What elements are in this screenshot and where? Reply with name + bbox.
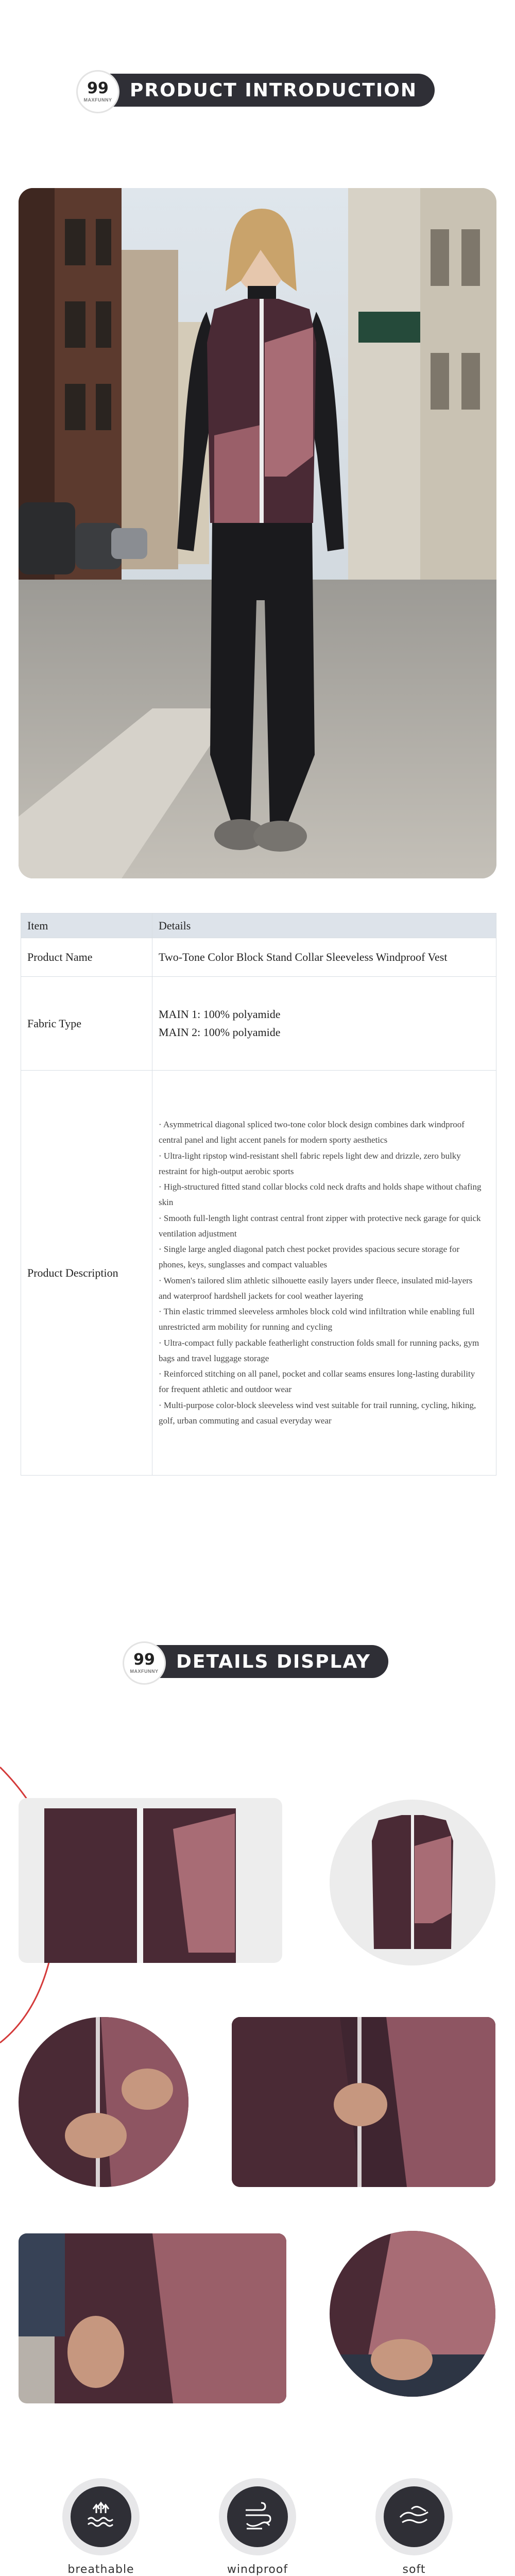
product-name-value: Two-Tone Color Block Stand Collar Sleeveless Windproof Vest bbox=[152, 938, 496, 977]
soft-icon bbox=[396, 2499, 432, 2535]
windproof-icon bbox=[239, 2499, 276, 2535]
product-spec-table bbox=[21, 913, 496, 1476]
description-item: · Ultra-compact fully packable featherlight construction folds small for running packs, gym bags and travel luggage storage bbox=[159, 1335, 486, 1367]
description-item: · High-structured fitted stand collar blocks cold neck drafts and holds shape without chafing skin bbox=[159, 1179, 486, 1211]
intro-section-title: PRODUCT INTRODUCTION bbox=[80, 74, 435, 107]
description-item: · Asymmetrical diagonal spliced two-tone color block design combines dark windproof central panel and light accent panels for modern sporty aesthetics bbox=[159, 1117, 486, 1148]
description-item: · Ultra-light ripstop wind-resistant shell fabric repels light dew and drizzle, zero bulky restraint for high-output aerobic sports bbox=[159, 1148, 486, 1180]
description-item: · Thin elastic trimmed sleeveless armholes block cold wind infiltration while enabling full unrestricted arm mobility for running and cycling bbox=[159, 1304, 486, 1335]
description-item: · Multi-purpose color-block sleeveless wind vest suitable for trail running, cycling, hiking, golf, urban commuting and casual everyday wear bbox=[159, 1398, 486, 1429]
description-item: · Women's tailored slim athletic silhouette easily layers under fleece, insulated mid-layers and waterproof hardshell jackets for cool weather layering bbox=[159, 1273, 486, 1304]
fabric-main-1: MAIN 1: 100% polyamide bbox=[159, 1008, 281, 1021]
hero-model-photo bbox=[19, 188, 496, 878]
product-name-label: Product Name bbox=[21, 938, 152, 977]
details-section-header bbox=[127, 1643, 388, 1680]
table-header-item: Item bbox=[21, 913, 152, 938]
description-item: · Single large angled diagonal patch chest pocket provides spacious secure storage for phones, keys, sunglasses and compact valuables bbox=[159, 1242, 486, 1273]
table-row bbox=[21, 1071, 496, 1476]
brand-logo-text: MAXFUNNY bbox=[130, 1669, 159, 1674]
detail-photo-hem bbox=[19, 2233, 286, 2403]
table-header-details: Details bbox=[152, 913, 496, 938]
feature-label: breathable bbox=[67, 2563, 134, 2576]
detail-photo-side-seam bbox=[330, 2231, 495, 2397]
details-section-title: DETAILS DISPLAY bbox=[127, 1645, 388, 1678]
detail-photo-zip-pull bbox=[232, 2017, 495, 2187]
brand-logo-number: 99 bbox=[133, 1651, 155, 1669]
feature-label: windproof bbox=[227, 2563, 288, 2576]
product-description-value bbox=[152, 1071, 496, 1476]
detail-photo-collar bbox=[19, 1798, 282, 1963]
feature-label: soft bbox=[402, 2563, 426, 2576]
brand-logo-text: MAXFUNNY bbox=[83, 97, 112, 103]
fabric-main-2: MAIN 2: 100% polyamide bbox=[159, 1025, 281, 1039]
fabric-type-label: Fabric Type bbox=[21, 977, 152, 1071]
brand-logo bbox=[76, 70, 119, 113]
feature-breathable bbox=[44, 2478, 158, 2576]
description-item: · Smooth full-length light contrast central front zipper with protective neck garage for quick ventilation adjustment bbox=[159, 1211, 486, 1242]
brand-logo-number: 99 bbox=[87, 79, 109, 97]
intro-section-header bbox=[80, 72, 435, 108]
table-row bbox=[21, 977, 496, 1071]
fabric-type-value bbox=[152, 977, 496, 1071]
breathable-icon bbox=[83, 2499, 119, 2535]
table-row bbox=[21, 938, 496, 977]
detail-photo-pocket-zip bbox=[19, 2017, 188, 2187]
description-item: · Reinforced stitching on all panel, pocket and collar seams ensures long-lasting durability for frequent athletic and outdoor wear bbox=[159, 1366, 486, 1398]
feature-windproof bbox=[201, 2478, 314, 2576]
product-description-label: Product Description bbox=[21, 1071, 152, 1476]
feature-soft bbox=[357, 2478, 471, 2576]
brand-logo bbox=[123, 1641, 166, 1685]
detail-photo-full-vest bbox=[330, 1800, 495, 1965]
